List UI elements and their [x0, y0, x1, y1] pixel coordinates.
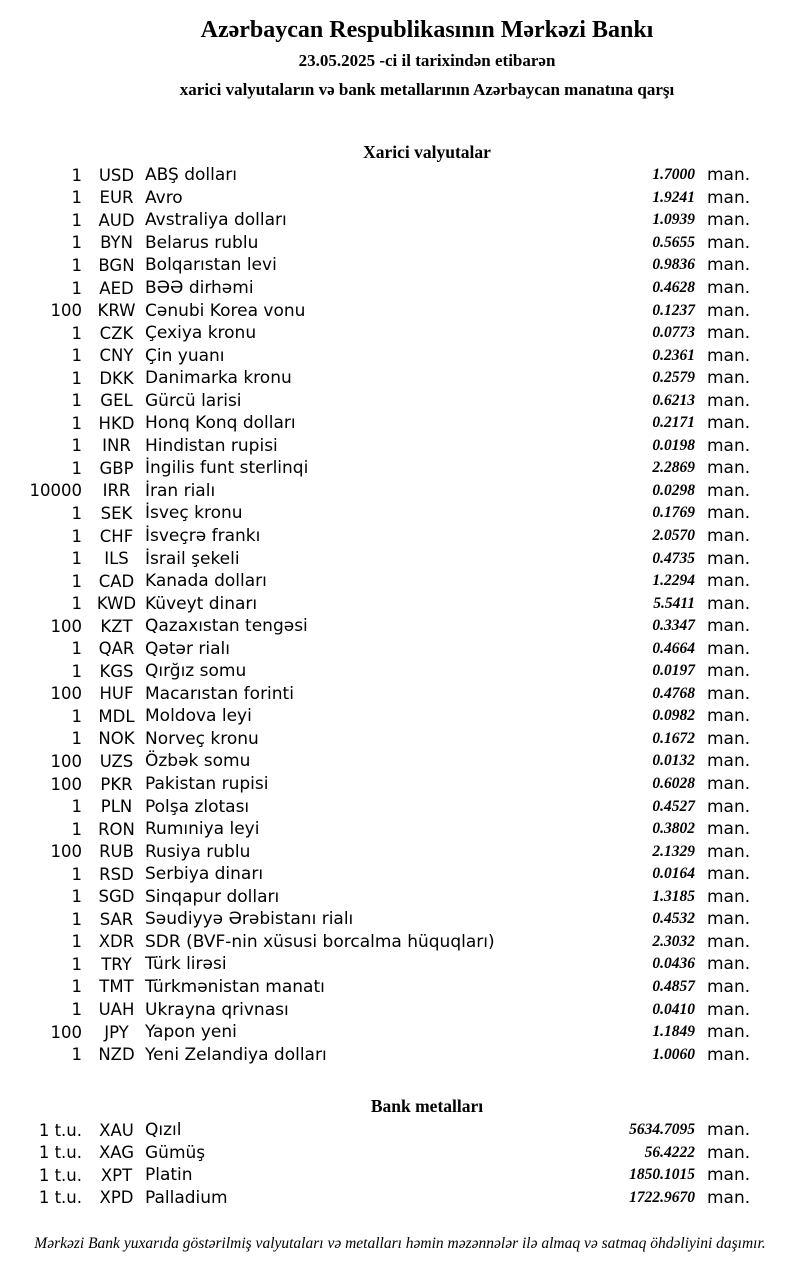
table-row — [0, 863, 760, 886]
rate-cell: 5634.7095 — [629, 1121, 695, 1139]
table-row — [0, 976, 760, 999]
quantity-cell: 1 — [71, 458, 82, 478]
quantity-cell: 1 — [71, 797, 82, 817]
unit-cell: man. — [707, 864, 751, 885]
quantity-cell: 1 — [71, 954, 82, 974]
table-row — [0, 232, 760, 255]
rate-cell: 0.0164 — [652, 865, 695, 883]
currency-code-cell: BGN — [98, 255, 135, 275]
quantity-cell: 10000 — [29, 481, 82, 501]
rate-cell: 2.0570 — [652, 527, 695, 545]
unit-cell: man. — [707, 300, 751, 321]
currency-name-cell: Yeni Zelandiya dolları — [145, 1044, 327, 1065]
quantity-cell: 1 — [71, 233, 82, 253]
rate-cell: 0.0197 — [652, 662, 695, 680]
quantity-cell: 1 — [71, 639, 82, 659]
unit-cell: man. — [707, 683, 751, 704]
unit-cell: man. — [707, 480, 751, 501]
table-row — [0, 525, 760, 548]
currency-code-cell: PKR — [100, 774, 133, 794]
quantity-cell: 1 — [71, 165, 82, 185]
unit-cell: man. — [707, 593, 751, 614]
currency-code-cell: XDR — [98, 932, 135, 952]
quantity-cell: 1 — [71, 391, 82, 411]
currency-code-cell: CHF — [99, 526, 134, 546]
currency-code-cell: DKK — [99, 368, 134, 388]
currency-name-cell: Ukrayna qrivnası — [145, 999, 289, 1020]
currency-code-cell: HUF — [99, 684, 134, 704]
currencies-section-title: Xarici valyutalar — [363, 142, 491, 162]
scope-line: xarici valyutaların və bank metallarının Azərbaycan manatına qarşı — [179, 80, 675, 99]
unit-cell: man. — [707, 954, 751, 975]
document-header — [0, 16, 800, 101]
quantity-cell: 1 — [71, 346, 82, 366]
table-row — [0, 547, 760, 570]
currency-name-cell: Gümüş — [145, 1142, 206, 1163]
quantity-cell: 1 — [71, 526, 82, 546]
unit-cell: man. — [707, 165, 751, 186]
table-row — [0, 344, 760, 367]
table-row — [0, 1164, 760, 1187]
rate-cell: 0.1769 — [652, 504, 695, 522]
currency-code-cell: USD — [98, 165, 135, 185]
table-row — [0, 728, 760, 751]
table-row — [0, 1119, 760, 1142]
currency-name-cell: Honq Konq dolları — [145, 413, 296, 434]
rate-cell: 1.0060 — [652, 1045, 695, 1063]
currency-code-cell: EUR — [99, 188, 134, 208]
rate-cell: 0.1237 — [652, 301, 695, 319]
unit-cell: man. — [707, 751, 751, 772]
rate-cell: 2.1329 — [652, 842, 695, 860]
currency-name-cell: Sinqapur dolları — [145, 886, 280, 907]
rate-cell: 0.3347 — [652, 617, 695, 635]
currency-name-cell: ABŞ dolları — [145, 165, 237, 186]
currency-code-cell: NOK — [98, 729, 135, 749]
currency-name-cell: İsveçrə frankı — [145, 526, 261, 547]
rate-cell: 1.3185 — [652, 887, 695, 905]
unit-cell: man. — [707, 728, 751, 749]
unit-cell: man. — [707, 886, 751, 907]
currency-code-cell: TRY — [101, 954, 132, 974]
rate-cell: 0.0982 — [652, 707, 695, 725]
currency-code-cell: TMT — [99, 977, 134, 997]
metals-section-title: Bank metalları — [370, 1096, 484, 1116]
currency-name-cell: Palladium — [145, 1187, 228, 1208]
rate-cell: 1.7000 — [652, 166, 695, 184]
page-title: Azərbaycan Respublikasının Mərkəzi Bankı — [200, 17, 654, 43]
table-row — [0, 277, 760, 300]
rate-cell: 0.4664 — [652, 639, 695, 657]
currency-name-cell: Gürcü larisi — [145, 390, 242, 411]
currency-code-cell: GBP — [99, 458, 134, 478]
quantity-cell: 1 — [71, 436, 82, 456]
table-row — [0, 773, 760, 796]
table-row — [0, 299, 760, 322]
currency-code-cell: HKD — [98, 413, 135, 433]
currency-name-cell: Kanada dolları — [145, 571, 267, 592]
rate-cell: 0.3802 — [652, 820, 695, 838]
unit-cell: man. — [707, 278, 751, 298]
rate-cell: 56.4222 — [644, 1143, 695, 1161]
quantity-cell: 1 — [71, 932, 82, 952]
table-row — [0, 1142, 760, 1165]
unit-cell: man. — [707, 819, 751, 840]
unit-cell: man. — [707, 774, 751, 795]
quantity-cell: 1 — [71, 323, 82, 343]
table-row — [0, 795, 760, 818]
currency-code-cell: CZK — [99, 323, 134, 343]
currency-name-cell: Qazaxıstan tengəsi — [145, 616, 308, 637]
quantity-cell: 100 — [50, 684, 82, 704]
currency-name-cell: Qırğız somu — [145, 661, 247, 682]
table-row — [0, 683, 760, 706]
quantity-cell: 1 t.u. — [38, 1120, 82, 1140]
currency-name-cell: Qətər rialı — [145, 638, 230, 659]
currency-code-cell: CNY — [99, 346, 134, 366]
table-row — [0, 705, 760, 728]
rate-cell: 0.1672 — [652, 729, 695, 747]
currency-code-cell: IRR — [102, 481, 131, 501]
table-row — [0, 908, 760, 931]
quantity-cell: 1 — [71, 1045, 82, 1065]
quantity-cell: 1 — [71, 729, 82, 749]
unit-cell: man. — [707, 571, 751, 592]
table-row — [0, 187, 760, 210]
quantity-cell: 100 — [50, 616, 82, 636]
currency-name-cell: Polşa zlotası — [145, 796, 250, 817]
unit-cell: man. — [707, 526, 751, 547]
rate-cell: 0.0198 — [652, 436, 695, 454]
currency-name-cell: Türkmənistan manatı — [145, 976, 325, 997]
metals-table — [0, 1119, 760, 1209]
unit-cell: man. — [707, 345, 751, 366]
unit-cell: man. — [707, 976, 751, 997]
currency-name-cell: Pakistan rupisi — [145, 774, 269, 795]
currency-name-cell: Cənubi Korea vonu — [145, 300, 306, 321]
currency-code-cell: MDL — [98, 706, 135, 726]
table-row — [0, 615, 760, 638]
table-row — [0, 953, 760, 976]
currency-name-cell: İngilis funt sterlinqi — [145, 458, 309, 479]
table-row — [0, 367, 760, 390]
quantity-cell: 100 — [50, 301, 82, 321]
rate-cell: 0.2361 — [652, 346, 695, 364]
currency-code-cell: ILS — [104, 549, 129, 569]
rate-cell: 1.1849 — [652, 1023, 695, 1041]
currency-name-cell: Çexiya kronu — [145, 323, 257, 344]
rate-cell: 0.0436 — [652, 955, 695, 973]
rate-cell: 1850.1015 — [629, 1166, 695, 1184]
rate-cell: 0.4532 — [652, 910, 695, 928]
quantity-cell: 1 — [71, 210, 82, 230]
table-row — [0, 886, 760, 909]
rate-cell: 0.0132 — [652, 752, 695, 770]
table-row — [0, 322, 760, 345]
table-row — [0, 637, 760, 660]
table-row — [0, 412, 760, 435]
unit-cell: man. — [707, 616, 751, 637]
unit-cell: man. — [707, 255, 751, 276]
currency-code-cell: UZS — [99, 751, 134, 771]
currency-name-cell: Küveyt dinarı — [145, 593, 258, 614]
effective-date-line: 23.05.2025 -ci il tarixindən etibarən — [298, 51, 556, 70]
quantity-cell: 1 — [71, 706, 82, 726]
rate-cell: 0.2171 — [652, 414, 695, 432]
currency-code-cell: SAR — [99, 909, 134, 929]
currency-name-cell: İran rialı — [145, 480, 216, 501]
quantity-cell: 1 — [71, 864, 82, 884]
table-row — [0, 998, 760, 1021]
table-row — [0, 931, 760, 954]
currency-code-cell: KWD — [96, 594, 137, 614]
quantity-cell: 100 — [50, 1022, 82, 1042]
currency-name-cell: Yapon yeni — [145, 1022, 237, 1043]
currency-name-cell: Serbiya dinarı — [145, 864, 264, 885]
quantity-cell: 1 — [71, 278, 82, 298]
currency-name-cell: Qızıl — [145, 1120, 182, 1141]
rate-cell: 2.2869 — [652, 459, 695, 477]
table-row — [0, 592, 760, 615]
table-row — [0, 435, 760, 458]
quantity-cell: 1 — [71, 413, 82, 433]
currency-name-cell: Norveç kronu — [145, 728, 259, 749]
currency-code-cell: SEK — [100, 503, 133, 523]
unit-cell: man. — [707, 413, 751, 434]
currency-code-cell: NZD — [98, 1045, 135, 1065]
currency-code-cell: AED — [99, 278, 134, 298]
currency-code-cell: KGS — [99, 661, 134, 681]
quantity-cell: 1 — [71, 571, 82, 591]
currency-code-cell: JPY — [104, 1022, 129, 1042]
currency-code-cell: RON — [98, 819, 135, 839]
currency-code-cell: INR — [102, 436, 131, 456]
currency-code-cell: XAG — [98, 1143, 135, 1163]
unit-cell: man. — [707, 638, 751, 659]
quantity-cell: 1 — [71, 594, 82, 614]
quantity-cell: 1 — [71, 819, 82, 839]
currency-code-cell: XAU — [99, 1120, 134, 1140]
rate-cell: 0.0298 — [652, 481, 695, 499]
rate-cell: 0.0773 — [652, 324, 695, 342]
currency-code-cell: RUB — [99, 842, 134, 862]
currency-name-cell: Bolqarıstan levi — [145, 255, 277, 276]
quantity-cell: 1 — [71, 368, 82, 388]
currency-code-cell: CAD — [98, 571, 135, 591]
quantity-cell: 1 t.u. — [38, 1143, 82, 1163]
rate-cell: 0.2579 — [652, 369, 695, 387]
unit-cell: man. — [707, 841, 751, 862]
rate-cell: 0.9836 — [652, 256, 695, 274]
table-row — [0, 457, 760, 480]
currency-name-cell: Çin yuanı — [145, 345, 225, 366]
currency-name-cell: Hindistan rupisi — [145, 435, 278, 456]
currency-code-cell: KZT — [100, 616, 133, 636]
quantity-cell: 1 — [71, 661, 82, 681]
unit-cell: man. — [707, 909, 751, 930]
currency-name-cell: İsveç kronu — [145, 503, 243, 524]
currency-name-cell: Rusiya rublu — [145, 841, 251, 862]
currency-name-cell: Avstraliya dolları — [145, 210, 287, 231]
unit-cell: man. — [707, 458, 751, 479]
quantity-cell: 100 — [50, 842, 82, 862]
currency-code-cell: BYN — [100, 233, 133, 253]
currencies-table — [0, 164, 760, 1066]
unit-cell: man. — [707, 187, 751, 208]
rate-cell: 0.4768 — [652, 684, 695, 702]
currency-name-cell: Səudiyyə Ərəbistanı rialı — [145, 909, 354, 930]
unit-cell: man. — [707, 232, 751, 253]
currency-name-cell: SDR (BVF-nin xüsusi borcalma hüquqları) — [145, 931, 495, 952]
quantity-cell: 1 — [71, 255, 82, 275]
unit-cell: man. — [707, 706, 751, 727]
table-row — [0, 502, 760, 525]
currency-name-cell: Belarus rublu — [145, 232, 259, 253]
table-row — [0, 818, 760, 841]
rate-cell: 0.6213 — [652, 391, 695, 409]
currency-code-cell: AUD — [98, 210, 135, 230]
currency-code-cell: RSD — [99, 864, 134, 884]
rate-cell: 0.5655 — [652, 233, 695, 251]
table-row — [0, 570, 760, 593]
rate-cell: 0.4735 — [652, 549, 695, 567]
table-row — [0, 480, 760, 503]
currency-code-cell: SGD — [98, 887, 135, 907]
rate-cell: 0.4857 — [652, 977, 695, 995]
unit-cell: man. — [707, 503, 751, 524]
currency-code-cell: PLN — [100, 797, 133, 817]
quantity-cell: 1 — [71, 188, 82, 208]
unit-cell: man. — [707, 435, 751, 456]
table-row — [0, 209, 760, 232]
rate-cell: 0.6028 — [652, 775, 695, 793]
unit-cell: man. — [707, 1187, 751, 1208]
currency-name-cell: İsrail şekeli — [145, 548, 240, 569]
table-row — [0, 660, 760, 683]
currency-code-cell: XPT — [100, 1165, 133, 1185]
currency-name-cell: Avro — [145, 187, 183, 208]
table-row — [0, 254, 760, 277]
table-row — [0, 1187, 760, 1210]
unit-cell: man. — [707, 999, 751, 1020]
rate-cell: 1.2294 — [652, 572, 695, 590]
unit-cell: man. — [707, 931, 751, 952]
rate-cell: 1.0939 — [652, 211, 695, 229]
currency-name-cell: Moldova leyi — [145, 706, 252, 727]
quantity-cell: 1 — [71, 549, 82, 569]
rate-cell: 0.0410 — [652, 1000, 695, 1018]
unit-cell: man. — [707, 1022, 751, 1043]
currency-name-cell: BƏƏ dirhəmi — [145, 278, 254, 298]
table-row — [0, 389, 760, 412]
unit-cell: man. — [707, 390, 751, 411]
rate-cell: 1.9241 — [652, 188, 695, 206]
unit-cell: man. — [707, 210, 751, 231]
quantity-cell: 1 t.u. — [38, 1165, 82, 1185]
rate-cell: 0.4628 — [652, 279, 695, 296]
rate-cell: 1722.9670 — [629, 1188, 695, 1206]
table-row — [0, 750, 760, 773]
disclaimer-note: Mərkəzi Bank yuxarıda göstərilmiş valyutaları və metalları həmin məzənnələr ilə almaq və satmaq öhdəliyini daşımır. — [34, 1235, 766, 1252]
currency-name-cell: Danimarka kronu — [145, 368, 292, 389]
unit-cell: man. — [707, 1142, 751, 1163]
currency-code-cell: KRW — [97, 301, 136, 321]
unit-cell: man. — [707, 323, 751, 344]
rate-cell: 5.5411 — [653, 594, 695, 612]
quantity-cell: 1 t.u. — [38, 1188, 82, 1208]
currency-name-cell: Macarıstan forinti — [145, 683, 294, 704]
currency-name-cell: Türk lirəsi — [145, 954, 227, 975]
table-row — [0, 840, 760, 863]
currency-name-cell: Platin — [145, 1165, 193, 1186]
unit-cell: man. — [707, 661, 751, 682]
unit-cell: man. — [707, 1120, 751, 1141]
unit-cell: man. — [707, 1165, 751, 1186]
currency-code-cell: XPD — [99, 1188, 134, 1208]
currency-code-cell: QAR — [98, 639, 135, 659]
quantity-cell: 1 — [71, 887, 82, 907]
currency-code-cell: GEL — [100, 391, 133, 411]
quantity-cell: 1 — [71, 977, 82, 997]
unit-cell: man. — [707, 796, 751, 817]
quantity-cell: 100 — [50, 774, 82, 794]
table-row — [0, 164, 760, 187]
unit-cell: man. — [707, 548, 751, 569]
quantity-cell: 1 — [71, 1000, 82, 1019]
currency-name-cell: Rumıniya leyi — [145, 819, 260, 840]
quantity-cell: 100 — [50, 751, 82, 771]
quantity-cell: 1 — [71, 503, 82, 523]
currency-name-cell: Özbək somu — [145, 751, 251, 772]
table-row — [0, 1043, 760, 1066]
unit-cell: man. — [707, 1044, 751, 1065]
rate-cell: 2.3032 — [652, 932, 695, 950]
table-row — [0, 1021, 760, 1044]
rate-cell: 0.4527 — [652, 797, 695, 815]
quantity-cell: 1 — [71, 909, 82, 929]
unit-cell: man. — [707, 368, 751, 389]
currency-code-cell: UAH — [98, 1000, 135, 1019]
